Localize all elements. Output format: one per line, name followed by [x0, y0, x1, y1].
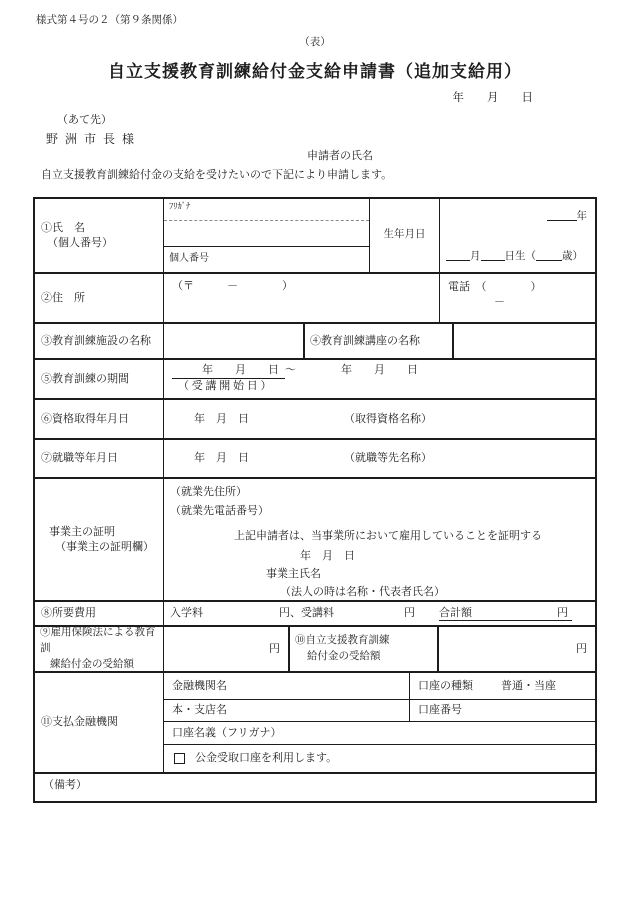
period-end-date: 年 月 日	[341, 364, 418, 376]
address-input-cell	[164, 274, 440, 322]
bank-sub-row-public-account	[164, 745, 595, 772]
row-facility-course	[35, 324, 595, 360]
branch-name-label: 本・支店名	[172, 704, 227, 717]
application-date-line: 年 月 日	[452, 92, 533, 104]
account-holder-label: 口座名義（フリガナ）	[172, 726, 282, 739]
work-address-label: （就業先住所）	[170, 486, 247, 498]
facility-input-cell	[164, 324, 305, 358]
cost-input-cell	[164, 602, 595, 625]
qualification-label: ⑥資格取得年月日	[41, 412, 129, 425]
bank-sub-row-institution	[164, 673, 595, 700]
postal-code-label: （〒 － ）	[172, 280, 293, 292]
row-qualification	[35, 400, 595, 440]
addressee-label: （あて先）	[57, 114, 112, 126]
account-type-options: 普通・当座	[501, 679, 556, 692]
jiritsu-benefit-label-line1: ⑩自立支援教育訓練	[295, 634, 390, 646]
institution-name-label: 金融機関名	[172, 679, 227, 692]
total-amount-line	[439, 606, 572, 622]
personal-number-area: 個人番号	[164, 246, 369, 272]
total-yen-label: 円	[557, 606, 568, 619]
row-remarks	[35, 774, 595, 801]
period-input-cell	[164, 360, 595, 398]
birth-monthday-line	[446, 249, 583, 264]
qualification-name-note: （取得資格名称）	[344, 412, 432, 425]
bank-sub-row-branch	[164, 700, 595, 722]
phone-cell	[440, 274, 595, 322]
form-title: 自立支援教育訓練給付金支給申請書（追加支給用）	[108, 62, 522, 81]
name-label: ①氏 名	[41, 221, 85, 234]
blank-line	[481, 249, 505, 261]
work-phone-label: （就業先電話番号）	[170, 505, 269, 517]
jiritsu-benefit-label-cell	[290, 627, 439, 671]
facility-label-cell	[35, 324, 164, 358]
facility-label: ③教育訓練施設の名称	[41, 334, 151, 347]
qualification-label-cell	[35, 400, 164, 438]
applicant-name-label: 申請者の氏名	[307, 150, 373, 162]
form-code: 様式第４号の２（第９条関係）	[36, 15, 183, 26]
tilde: ～	[285, 364, 296, 376]
employer-cert-label: 事業主の証明	[49, 525, 115, 538]
qualification-input-cell	[164, 400, 595, 438]
cost-label-cell	[35, 602, 164, 625]
corporate-note: （法人の時は名称・代表者氏名）	[280, 586, 445, 598]
jiritsu-benefit-label-line2: 給付金の受給額	[307, 651, 381, 662]
employer-name-label: 事業主氏名	[266, 568, 321, 580]
row-benefits	[35, 627, 595, 673]
period-label: ⑤教育訓練の期間	[41, 372, 129, 385]
month-suffix: 月	[470, 250, 481, 262]
period-start-note: （ 受 講 開 始 日 ）	[178, 379, 272, 392]
checkbox	[174, 753, 185, 764]
year-suffix: 年	[576, 211, 587, 222]
ei-yen-label: 円	[269, 642, 280, 655]
age-suffix: 歳）	[562, 250, 583, 262]
employment-name-note: （就職等先名称）	[344, 452, 432, 465]
row-address	[35, 274, 595, 324]
bank-sub-row-holder	[164, 722, 595, 745]
qualification-date: 年 月 日	[194, 412, 249, 425]
row-period	[35, 360, 595, 400]
address-label-cell	[35, 274, 164, 322]
certification-statement: 上記申請者は、当事業所において雇用していることを証明する	[234, 530, 542, 542]
bank-label: ⑪支払金融機関	[41, 716, 118, 729]
jiritsu-benefit-amount-cell	[439, 627, 595, 671]
row-cost	[35, 602, 595, 627]
period-start-date: 年 月 日	[172, 363, 285, 379]
birth-year-line	[547, 209, 588, 224]
birthdate-input-cell	[440, 199, 595, 272]
ei-benefit-label-line1: ⑨雇用保険法による教育訓	[40, 626, 156, 654]
name-write-area	[164, 221, 369, 246]
course-label: ④教育訓練講座の名称	[310, 334, 420, 347]
entrance-fee-label: 入学料	[170, 607, 203, 620]
period-label-cell	[35, 360, 164, 398]
account-number-label: 口座番号	[418, 704, 462, 717]
institution-name-cell	[164, 673, 410, 699]
cost-label: ⑧所要費用	[41, 607, 96, 620]
tuition-fee-label: 円、受講料	[279, 607, 334, 620]
account-type-label: 口座の種類	[418, 679, 473, 692]
yen-label: 円	[404, 607, 415, 620]
ei-benefit-label-cell	[35, 627, 164, 671]
employment-label-cell	[35, 440, 164, 477]
day-suffix: 日生（	[504, 250, 536, 262]
employer-label-cell	[35, 479, 164, 600]
blank-line	[446, 249, 470, 261]
remarks-label: （備考）	[43, 779, 87, 791]
addressee-mayor: 野 洲 市 長 様	[46, 132, 137, 146]
certification-date: 年 月 日	[300, 550, 355, 562]
ei-benefit-amount-cell	[164, 627, 290, 671]
name-label-cell	[35, 199, 164, 272]
course-input-cell	[454, 324, 595, 358]
employer-cert-cell	[164, 479, 595, 600]
bank-detail-cell	[164, 673, 595, 772]
account-type-cell	[410, 673, 595, 699]
side-label: （表）	[299, 37, 331, 48]
personal-number-label: （個人番号）	[47, 236, 113, 249]
phone-label: 電話 （ ）	[448, 281, 542, 293]
branch-name-cell	[164, 700, 410, 721]
employment-label: ⑦就職等年月日	[41, 452, 118, 465]
total-label: 合計額	[439, 606, 472, 619]
account-number-cell	[410, 700, 595, 721]
remarks-cell	[35, 774, 595, 801]
public-account-label: 公金受取口座を利用します。	[195, 752, 338, 765]
blank-line	[547, 209, 577, 221]
address-label: ②住 所	[41, 291, 85, 304]
name-input-cell	[164, 199, 370, 272]
blank-line	[536, 249, 562, 261]
employment-input-cell	[164, 440, 595, 477]
declaration-text: 自立支援教育訓練給付金の支給を受けたいので下記により申請します。	[41, 169, 393, 181]
row-name	[35, 199, 595, 274]
employer-cert-sublabel: （事業主の証明欄）	[55, 540, 154, 553]
row-bank	[35, 673, 595, 774]
ei-benefit-label-line2: 練給付金の受給額	[50, 659, 134, 671]
employment-date: 年 月 日	[194, 452, 249, 465]
course-label-cell	[305, 324, 454, 358]
furigana-label: ﾌﾘｶﾞﾅ	[164, 199, 369, 221]
phone-dash: －	[494, 295, 505, 308]
jiritsu-yen-label: 円	[576, 642, 587, 655]
birthdate-label: 生年月日	[383, 229, 426, 241]
birthdate-label-cell	[370, 199, 440, 272]
row-employment-date	[35, 440, 595, 479]
bank-label-cell	[35, 673, 164, 772]
form-table	[33, 197, 597, 803]
row-employer-certification	[35, 479, 595, 602]
